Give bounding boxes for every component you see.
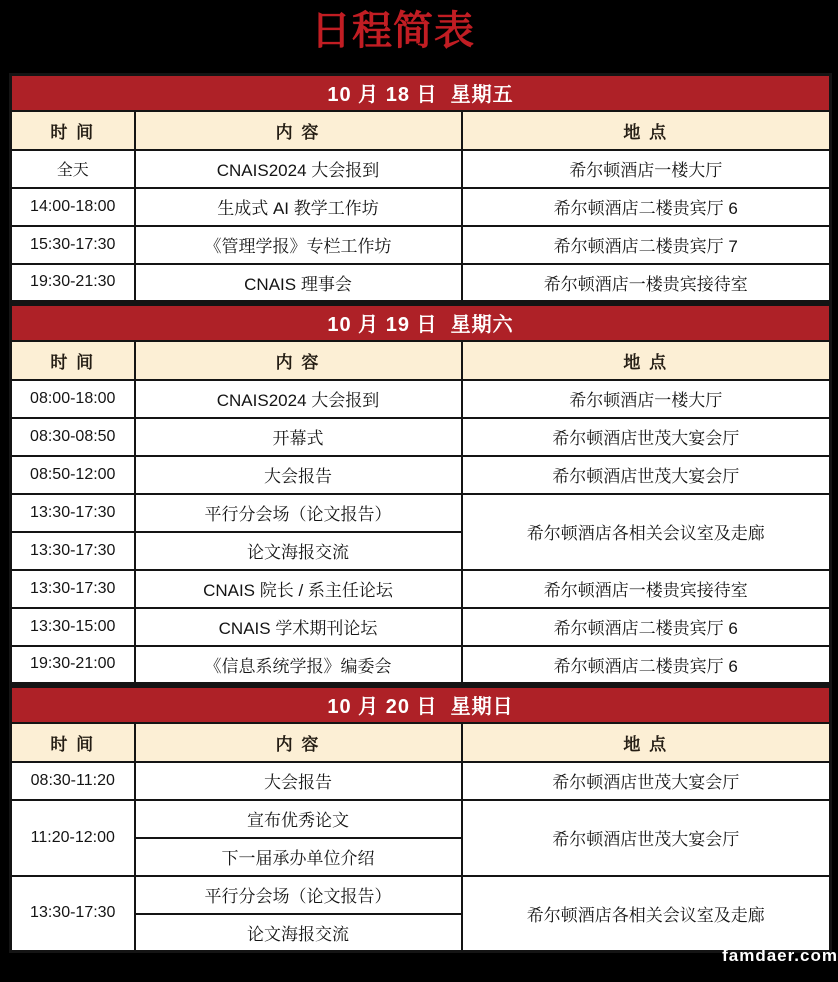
column-header-row [11,341,831,380]
time-cell: 15:30-17:30 [11,226,135,264]
location-cell: 希尔顿酒店世茂大宴会厅 [462,418,831,456]
content-cell: 下一届承办单位介绍 [135,838,462,876]
table-row [11,646,831,684]
time-cell: 全天 [11,150,135,188]
content-cell: 论文海报交流 [135,914,462,952]
section-date-header: 10 月 18 日 星期五 [11,75,831,111]
time-cell: 13:30-17:30 [11,876,135,952]
column-header-content: 内 容 [135,723,462,762]
schedule-tables [9,73,829,953]
table-row [11,456,831,494]
content-cell: 生成式 AI 教学工作坊 [135,188,462,226]
column-header-content: 内 容 [135,111,462,150]
column-header-location: 地 点 [462,111,831,150]
content-cell: CNAIS 院长 / 系主任论坛 [135,570,462,608]
location-cell: 希尔顿酒店二楼贵宾厅 6 [462,188,831,226]
location-cell: 希尔顿酒店二楼贵宾厅 7 [462,226,831,264]
content-cell: CNAIS 学术期刊论坛 [135,608,462,646]
content-cell: CNAIS2024 大会报到 [135,150,462,188]
location-cell: 希尔顿酒店一楼贵宾接待室 [462,264,831,302]
column-header-time: 时 间 [11,111,135,150]
table-row [11,418,831,456]
column-header-time: 时 间 [11,723,135,762]
location-cell: 希尔顿酒店各相关会议室及走廊 [462,494,831,570]
content-cell: CNAIS 理事会 [135,264,462,302]
column-header-location: 地 点 [462,723,831,762]
time-cell: 08:30-11:20 [11,762,135,800]
location-cell: 希尔顿酒店一楼大厅 [462,380,831,418]
time-cell: 19:30-21:30 [11,264,135,302]
content-cell: 大会报告 [135,456,462,494]
location-cell: 希尔顿酒店世茂大宴会厅 [462,456,831,494]
time-cell: 08:00-18:00 [11,380,135,418]
table-row [11,380,831,418]
time-cell: 13:30-17:30 [11,570,135,608]
location-cell: 希尔顿酒店一楼贵宾接待室 [462,570,831,608]
watermark: famdaer.com [722,946,838,965]
content-cell: 开幕式 [135,418,462,456]
location-cell: 希尔顿酒店二楼贵宾厅 6 [462,608,831,646]
time-cell: 13:30-17:30 [11,494,135,532]
location-cell: 希尔顿酒店各相关会议室及走廊 [462,876,831,952]
section-table [9,303,832,685]
time-cell: 08:50-12:00 [11,456,135,494]
time-cell: 19:30-21:00 [11,646,135,684]
time-cell: 13:30-17:30 [11,532,135,570]
location-cell: 希尔顿酒店世茂大宴会厅 [462,800,831,876]
section-table [9,73,832,303]
content-cell: 大会报告 [135,762,462,800]
table-row [11,876,831,914]
time-cell: 11:20-12:00 [11,800,135,876]
column-header-row [11,111,831,150]
section-date-header: 10 月 19 日 星期六 [11,305,831,341]
section-date-row [11,75,831,111]
section-date-row [11,305,831,341]
content-cell: CNAIS2024 大会报到 [135,380,462,418]
location-cell: 希尔顿酒店二楼贵宾厅 6 [462,646,831,684]
section-date-row [11,687,831,723]
column-header-row [11,723,831,762]
content-cell: 论文海报交流 [135,532,462,570]
column-header-location: 地 点 [462,341,831,380]
time-cell: 14:00-18:00 [11,188,135,226]
table-row [11,570,831,608]
content-cell: 平行分会场（论文报告） [135,876,462,914]
time-cell: 08:30-08:50 [11,418,135,456]
column-header-content: 内 容 [135,341,462,380]
table-row [11,264,831,302]
table-row [11,226,831,264]
section-table [9,685,832,953]
section-date-header: 10 月 20 日 星期日 [11,687,831,723]
content-cell: 《管理学报》专栏工作坊 [135,226,462,264]
column-header-time: 时 间 [11,341,135,380]
content-cell: 宣布优秀论文 [135,800,462,838]
table-row [11,494,831,532]
table-row [11,608,831,646]
table-row [11,762,831,800]
content-cell: 《信息系统学报》编委会 [135,646,462,684]
table-row [11,188,831,226]
location-cell: 希尔顿酒店世茂大宴会厅 [462,762,831,800]
time-cell: 13:30-15:00 [11,608,135,646]
table-row [11,150,831,188]
page-title: 日程简表 [311,9,475,53]
table-row [11,800,831,838]
location-cell: 希尔顿酒店一楼大厅 [462,150,831,188]
content-cell: 平行分会场（论文报告） [135,494,462,532]
